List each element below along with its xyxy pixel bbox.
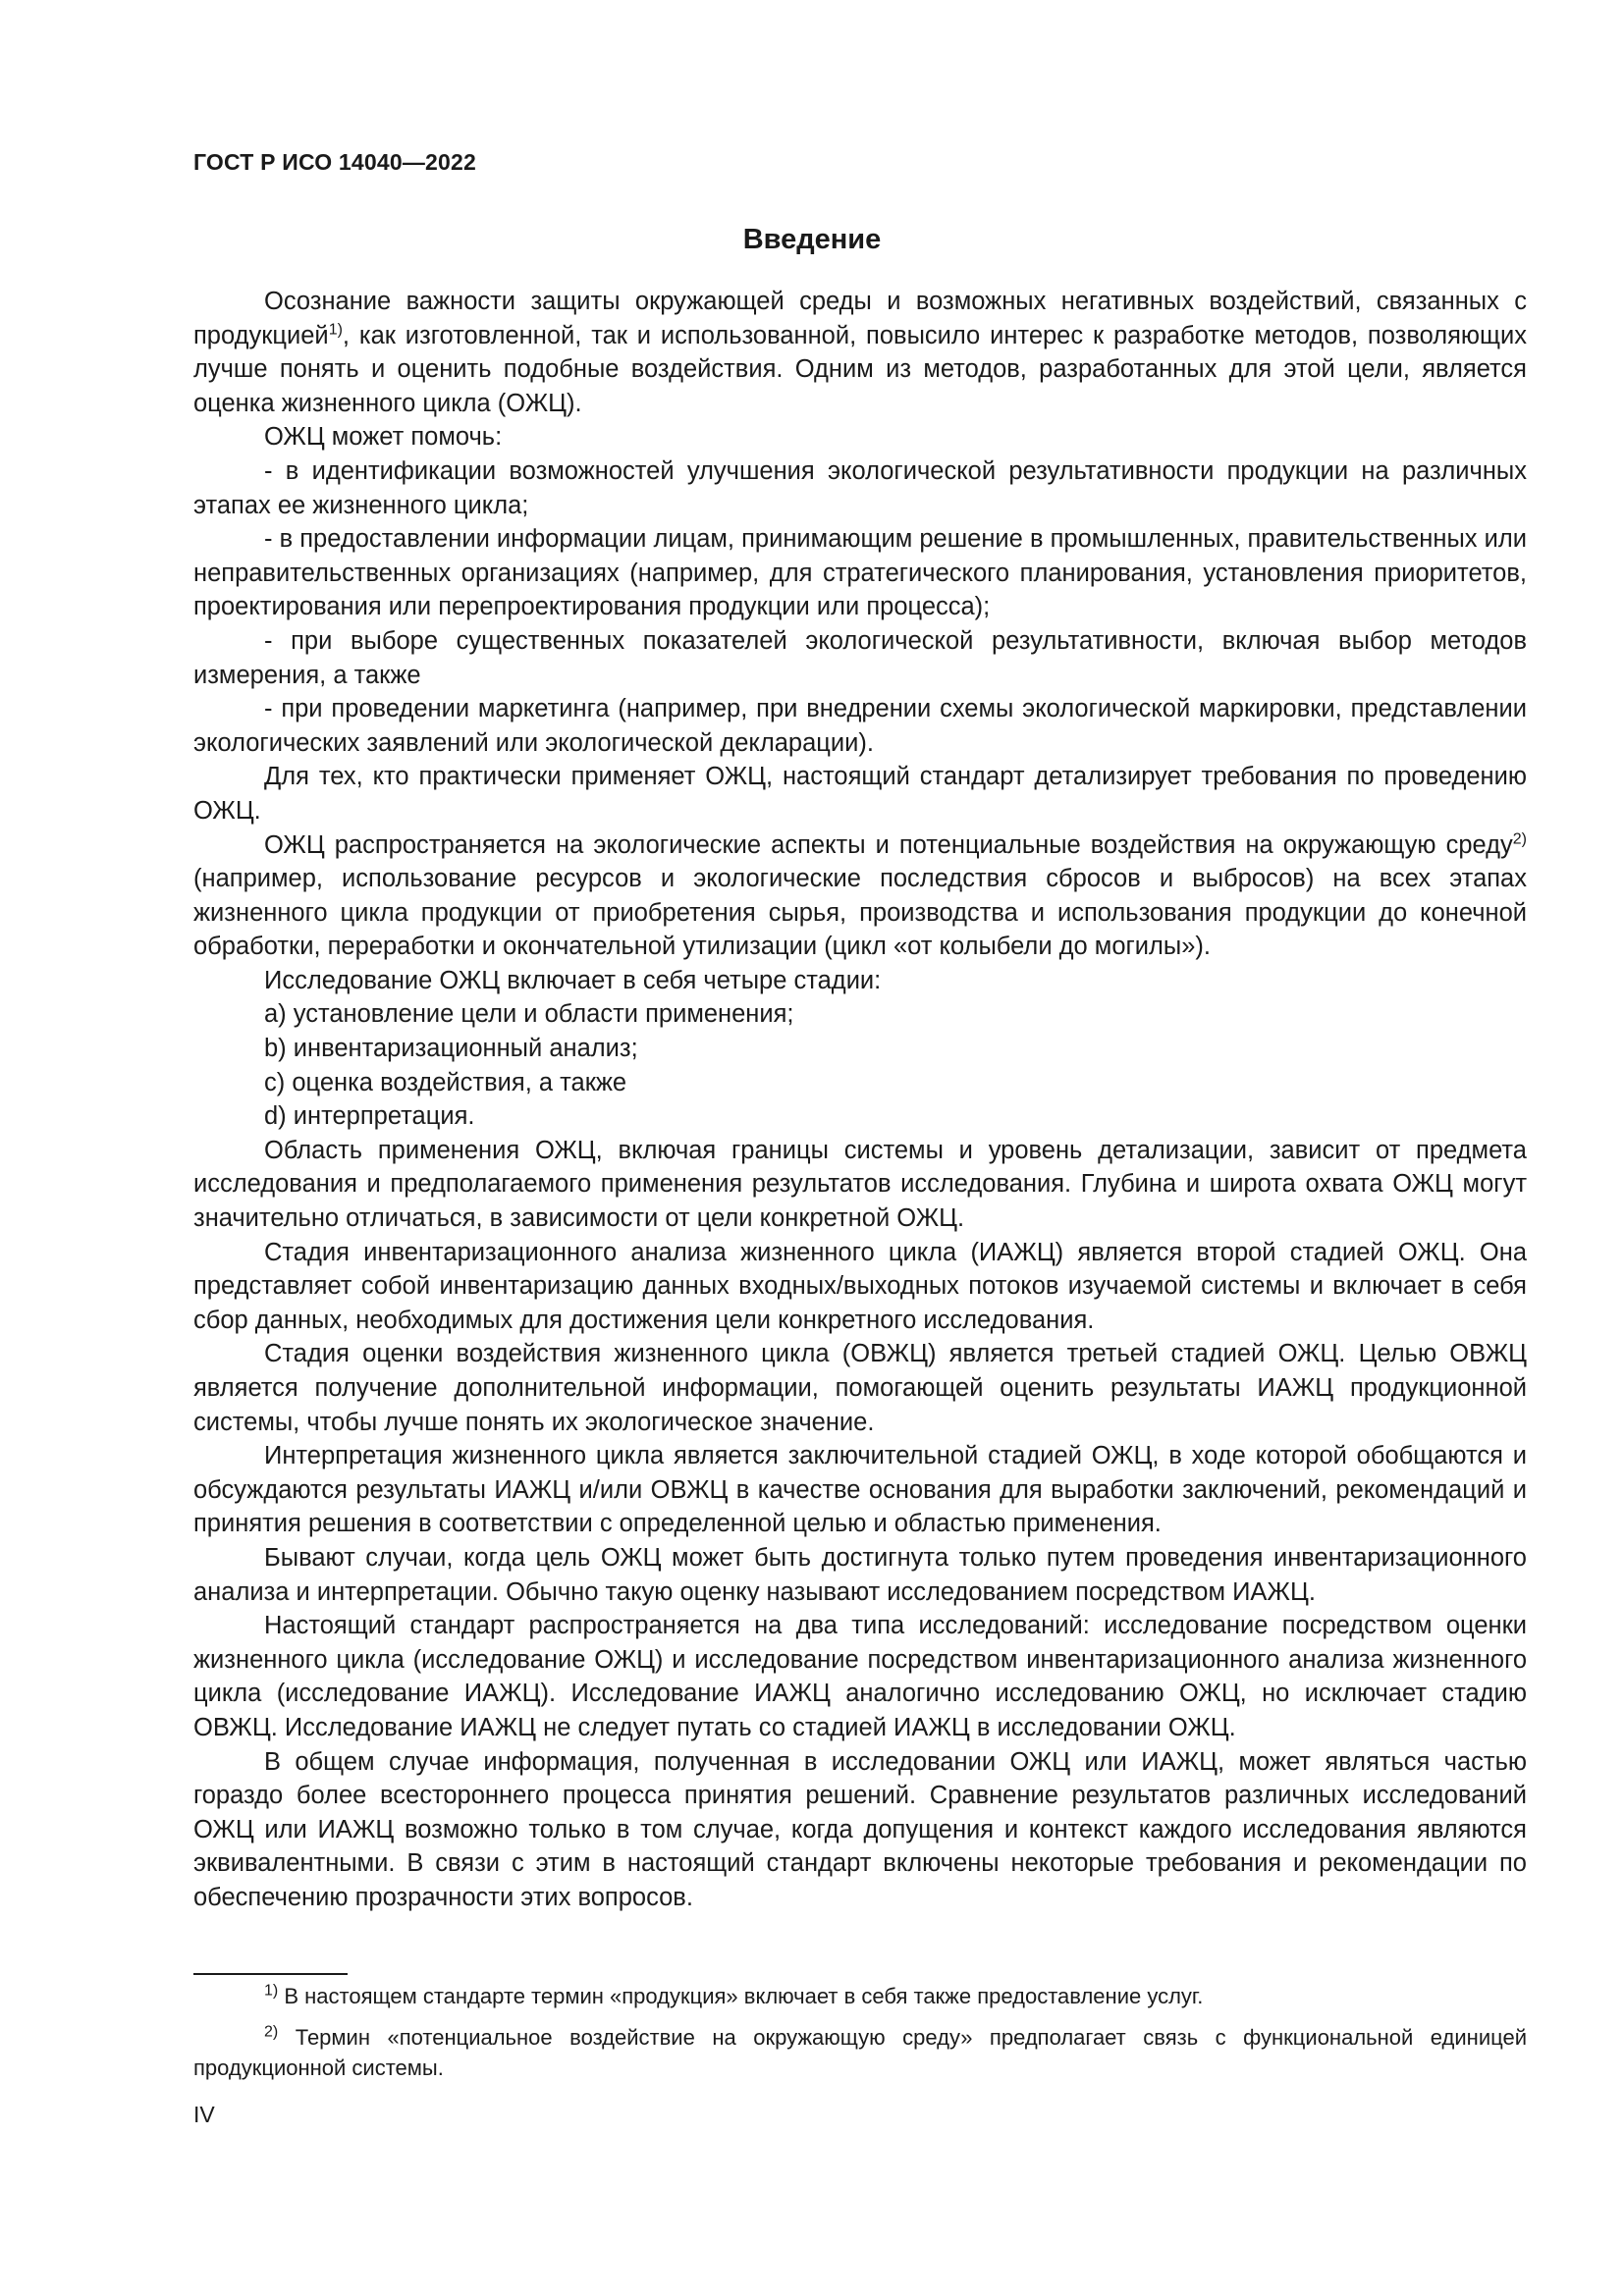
- paragraph: - в идентификации возможностей улучшения экологической результативности продукции на различных этапах ее жизненного цикла;: [193, 456, 1527, 519]
- footnote-mark: 2): [264, 2023, 279, 2041]
- footnote-ref: 1): [328, 321, 343, 339]
- footnote-separator: [193, 1973, 348, 1975]
- paragraph: ОЖЦ распространяется на экологические аспекты и потенциальные воздействия на окружающую среду$^{2)}$ (например, использование ресурсов и экологические последствия сбросов и выбросов) на всех этапах жизненного цикла продукции от приобретения сырья, производства и использования продукции до конечной обработки, переработки и окончательной утилизации (цикл «от колыбели до могилы»).: [193, 830, 1527, 961]
- paragraph: - при проведении маркетинга (например, при внедрении схемы экологической маркировки, представлении экологических заявлений или экологической декларации).: [193, 695, 1527, 757]
- paragraph: Интерпретация жизненного цикла является заключительной стадией ОЖЦ, в ходе которой обобщаются и обсуждаются результаты ИАЖЦ и/или ОВЖЦ в качестве основания для выработки заключений, рекомендаций и принятия решения в соответствии с определенной целью и областью применения.: [193, 1442, 1527, 1538]
- paragraph: Стадия оценки воздействия жизненного цикла (ОВЖЦ) является третьей стадией ОЖЦ. Целью ОВЖЦ является получение дополнительной информации, помогающей оценить результаты ИАЖЦ продукционной системы, чтобы лучше понять их экологическое значение.: [193, 1340, 1527, 1436]
- list-item: b) инвентаризационный анализ;: [264, 1035, 638, 1063]
- list-item: d) интерпретация.: [264, 1102, 475, 1131]
- footnotes: [193, 1981, 1527, 2094]
- paragraph: Исследование ОЖЦ включает в себя четыре стадии:: [264, 966, 882, 994]
- page-number: IV: [193, 2102, 215, 2127]
- paragraph: Бывают случаи, когда цель ОЖЦ может быть достигнута только путем проведения инвентаризационного анализа и интерпретации. Обычно такую оценку называют исследованием посредством ИАЖЦ.: [193, 1543, 1527, 1606]
- list-item: a) установление цели и области применения;: [264, 1000, 794, 1029]
- section-title: Введение: [742, 224, 882, 255]
- paragraph: Стадия инвентаризационного анализа жизненного цикла (ИАЖЦ) является второй стадией ОЖЦ. Она представляет собой инвентаризацию данных входных/выходных потоков изучаемой системы и включает в себя сбор данных, необходимых для достижения цели конкретного исследования.: [193, 1238, 1527, 1334]
- list-item: c) оценка воздействия, а также: [264, 1068, 627, 1096]
- body-text: [193, 285, 1527, 1915]
- paragraph: Область применения ОЖЦ, включая границы системы и уровень детализации, зависит от предмета исследования и предполагаемого применения результатов исследования. Глубина и широта охвата ОЖЦ могут значительно отличаться, в зависимости от цели конкретной ОЖЦ.: [193, 1136, 1527, 1233]
- footnote-ref: 2): [1512, 830, 1527, 847]
- footnote: $^{1)}$ В настоящем стандарте термин «продукция» включает в себя также предоставление услуг.: [264, 1982, 1204, 2008]
- paragraph: ОЖЦ может помочь:: [264, 423, 503, 452]
- paragraph: - в предоставлении информации лицам, принимающим решение в промышленных, правительственных или неправительственных организациях (например, для стратегического планирования, установления приоритетов, проектирования или перепроектирования продукции или процесса);: [193, 525, 1527, 621]
- paragraph: В общем случае информация, полученная в исследовании ОЖЦ или ИАЖЦ, может являться частью гораздо более всестороннего процесса принятия решений. Сравнение результатов различных исследований ОЖЦ или ИАЖЦ возможно только в том случае, когда допущения и контекст каждого исследования являются эквивалентными. В связи с этим в настоящий стандарт включены некоторые требования и рекомендации по обеспечению прозрачности этих вопросов.: [193, 1747, 1527, 1911]
- paragraph: Для тех, кто практически применяет ОЖЦ, настоящий стандарт детализирует требования по проведению ОЖЦ.: [193, 763, 1527, 825]
- standard-code-header: ГОСТ Р ИСО 14040—2022: [193, 149, 477, 175]
- paragraph: Настоящий стандарт распространяется на два типа исследований: исследование посредством оценки жизненного цикла (исследование ОЖЦ) и исследование посредством инвентаризационного анализа жизненного цикла (исследование ИАЖЦ). Исследование ИАЖЦ аналогично исследованию ОЖЦ, но исключает стадию ОВЖЦ. Исследование ИАЖЦ не следует путать со стадией ИАЖЦ в исследовании ОЖЦ.: [193, 1612, 1527, 1741]
- paragraph: Осознание важности защиты окружающей среды и возможных негативных воздействий, связанных с продукцией$^{1)}$, как изготовленной, так и использованной, повысило интерес к разработке методов, позволяющих лучше понять и оценить подобные воздействия. Одним из методов, разработанных для этой цели, является оценка жизненного цикла (ОЖЦ).: [193, 288, 1527, 417]
- footnote-mark: 1): [264, 1982, 279, 2000]
- footnote: $^{2)}$ Термин «потенциальное воздействие на окружающую среду» предполагает связь с функциональной единицей продукционной системы.: [193, 2023, 1527, 2080]
- paragraph: - при выборе существенных показателей экологической результативности, включая выбор методов измерения, а также: [193, 626, 1527, 689]
